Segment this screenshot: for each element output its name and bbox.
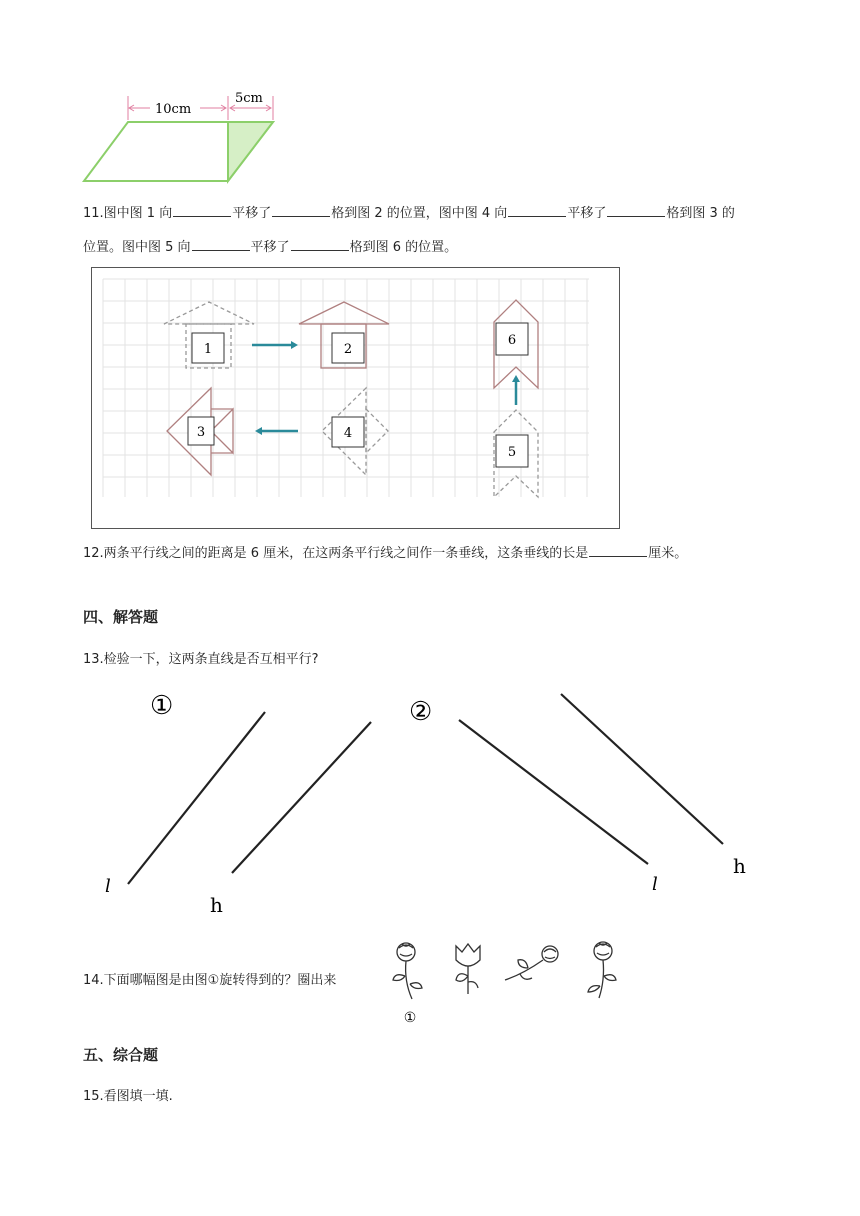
box-label-5: 5 <box>507 445 517 460</box>
circle-mark-2: ② <box>409 697 433 727</box>
rose-3 <box>505 946 558 980</box>
q11-blank-1[interactable] <box>173 202 231 217</box>
label-5cm: 5cm <box>235 91 263 106</box>
label-10cm: 10cm <box>155 102 192 117</box>
label-h-1: h <box>210 893 223 917</box>
q11-blank-5[interactable] <box>192 236 250 251</box>
q11-blank-6[interactable] <box>291 236 349 251</box>
q11-line2: 位置。图中图 5 向 平移了 格到图 6 的位置。 <box>83 236 457 258</box>
box-label-3: 3 <box>196 425 206 440</box>
rose-4 <box>588 942 616 998</box>
q11-blank-2[interactable] <box>272 202 330 217</box>
rose-2 <box>456 944 480 994</box>
translation-grid-figure <box>91 267 620 529</box>
label-l-1: l <box>105 876 111 897</box>
line-h-1 <box>232 722 371 873</box>
label-h-2: h <box>733 854 746 878</box>
line-h-2 <box>561 694 723 844</box>
rose-figures <box>388 934 628 1026</box>
box-label-1: 1 <box>203 342 213 357</box>
triangle-shade <box>228 122 273 181</box>
q11-blank-3[interactable] <box>508 202 566 217</box>
q14-text: 14.下面哪幅图是由图①旋转得到的？圈出来 <box>83 973 337 988</box>
box-label-4: 4 <box>343 426 353 441</box>
section-5-title: 五、综合题 <box>83 1046 159 1064</box>
box-label-2: 2 <box>343 342 353 357</box>
label-l-2: l <box>652 874 658 895</box>
circle-mark-1: ① <box>150 691 174 721</box>
box-label-6: 6 <box>507 333 517 348</box>
parallelogram-figure <box>80 88 280 186</box>
q11-line1: 11.图中图 1 向 平移了 格到图 2 的位置，图中图 4 向 平移了 格到图 3 的 <box>83 202 735 224</box>
q11-blank-4[interactable] <box>607 202 665 217</box>
q15-text: 15.看图填一填. <box>83 1089 173 1104</box>
q12-text: 12.两条平行线之间的距离是 6 厘米，在这两条平行线之间作一条垂线，这条垂线的长是 厘米。 <box>83 542 687 564</box>
q13-text: 13.检验一下，这两条直线是否互相平行? <box>83 652 319 667</box>
section-4-title: 四、解答题 <box>83 608 159 626</box>
q12-blank[interactable] <box>589 542 647 557</box>
rose-caption: ① <box>403 1010 417 1026</box>
rose-1 <box>393 943 422 999</box>
parallel-lines-figure <box>95 680 765 920</box>
line-l-2 <box>459 720 648 864</box>
